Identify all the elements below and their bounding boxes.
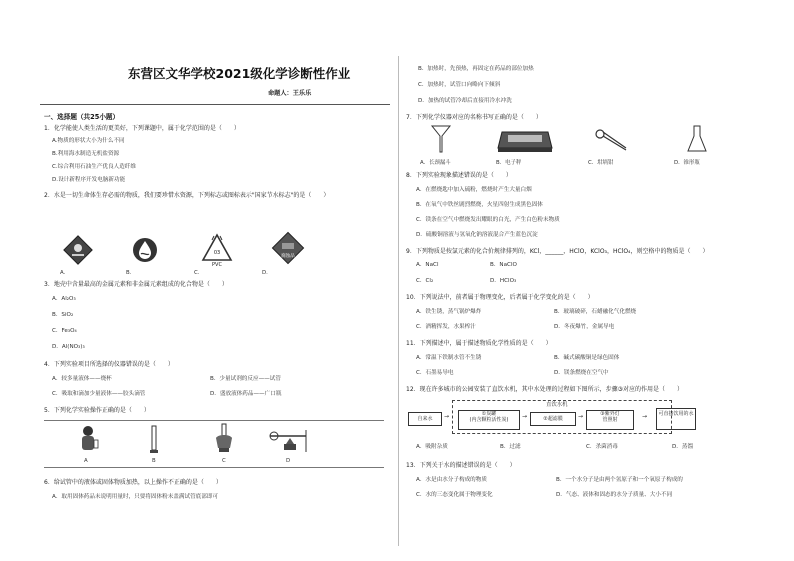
sign-c-recycle-icon — [200, 232, 234, 266]
lab-figure-d-icon — [266, 426, 312, 454]
flow-arrow-icon: → — [578, 413, 584, 420]
figure-top-rule — [44, 420, 384, 421]
option: A．较多量液体——烧杯 — [52, 376, 112, 382]
corrosive-label: 腐蚀品 — [281, 254, 295, 259]
option: A.物质的形状大小为什么不同 — [52, 138, 125, 144]
question-stem: 10．下列说法中，前者属于物理变化，后者属于化学变化的是（ ） — [406, 294, 594, 301]
pvc-code: 03 — [213, 250, 221, 256]
lab-figure-b-icon — [144, 424, 164, 454]
question-stem: 7．下列化学仪器对应的名称书写正确的是（ ） — [406, 114, 542, 121]
option: B．玻璃破碎，石蜡融化气化燃烧 — [554, 309, 637, 315]
section-title: 一、选择题（共25小题） — [44, 113, 120, 121]
option: D．气态、液体和固态的水分子质量、大小不同 — [556, 492, 673, 498]
sign-d-corrosive-icon — [270, 230, 306, 266]
option: C — [222, 458, 226, 464]
option: D．硫酸铜溶液与氢氧化钠溶液混合产生蓝色沉淀 — [416, 232, 538, 238]
question-stem: 8．下列实验现象描述错误的是（ ） — [406, 172, 512, 179]
balance-icon — [494, 128, 554, 154]
flow-step1-note: (内含颗粒活性炭) — [469, 417, 509, 423]
option: B．加热时，先预热，再固定在药品的部位加热 — [418, 66, 534, 72]
option: C.综合利用石油生产优良人造纤维 — [52, 164, 136, 170]
flow-machine-title: 直饮水机 — [546, 402, 568, 408]
option: A．水是由水分子构成的物质 — [416, 477, 487, 483]
question-stem: 3．地壳中含量最高的金属元素和非金属元素组成的化合物是（ ） — [44, 281, 228, 288]
header-rule — [40, 104, 390, 105]
flow-step2-box: ②超滤膜 — [530, 412, 576, 426]
option: C．酒精挥发，水果榨汁 — [416, 324, 476, 330]
left-column — [40, 0, 390, 561]
option: C．杀菌消毒 — [586, 444, 618, 450]
option: B．电子秤 — [496, 160, 522, 166]
option: B — [152, 458, 156, 464]
sign-a-hazard-icon — [62, 234, 94, 266]
flow-step3-note: 管照射 — [602, 417, 618, 423]
page-title: 东营区文华学校2021级化学诊断性作业 — [128, 66, 351, 81]
option: D．加热的试管冷却后直接用冷水冲洗 — [418, 98, 512, 104]
option: C．加热时，试管口向略向下倾斜 — [418, 82, 501, 88]
option: C．Fe₃O₄ — [52, 328, 77, 334]
option: A．铁生锈，蒸气锅炉爆炸 — [416, 309, 482, 315]
question-stem: 4．下列实验项目所选择的仪器错误的是（ ） — [44, 361, 174, 368]
flow-step1-label: ①炭罐 — [481, 411, 497, 417]
option: C．吸取和滴加少量液体——胶头滴管 — [52, 391, 146, 397]
question-stem: 5．下列化学实验操作正确的是（ ） — [44, 407, 150, 414]
option: A．在燃烧匙中加入硫粉，燃烧时产生大量白烟 — [416, 187, 532, 193]
option: B．碱式碳酸铜是绿色固体 — [554, 355, 620, 361]
option: B.利用海水制造无机盐资源 — [52, 151, 120, 157]
flow-step3-label: ③紫外灯 — [600, 411, 620, 417]
flow-step3-box — [586, 410, 634, 430]
question-stem: 13．下列关于水的描述错误的是（ ） — [406, 462, 516, 469]
sign-b-water-icon — [132, 236, 158, 264]
option: A．长颈漏斗 — [420, 160, 451, 166]
option: A. — [60, 270, 66, 276]
option: C．Cl₂ — [416, 278, 434, 284]
option: A．NaCl — [416, 262, 439, 268]
option: C．镁条在空气中燃烧发出耀眼的白光，产生白色粉末物质 — [416, 217, 560, 223]
flow-source-box: 自来水 — [408, 412, 442, 426]
option: D．盛放液体药品——广口瓶 — [210, 391, 282, 397]
tongs-icon — [594, 126, 628, 154]
column-divider — [398, 56, 399, 546]
question-stem: 12．现在许多城市的公园安装了直饮水机，其中水处理的过程如下图所示，步骤③对应的作用是（ ） — [406, 386, 684, 393]
option: D — [286, 458, 291, 464]
option: D．镁条燃烧在空气中 — [554, 370, 609, 376]
option: A．Al₂O₃ — [52, 296, 76, 302]
flow-arrow-icon: → — [522, 413, 528, 420]
option: C．水的三态变化属于物理变化 — [416, 492, 493, 498]
lab-figure-a-icon — [74, 424, 102, 454]
option: B. — [126, 270, 132, 276]
option: D．蒸馏 — [672, 444, 694, 450]
flask-icon — [686, 124, 708, 154]
option: B．少量试剂的反应——试管 — [210, 376, 281, 382]
author-line: 命题人：王乐乐 — [268, 90, 312, 97]
question-stem: 6．给试管中的液体或固体物质加热，以上操作不正确的是（ ） — [44, 479, 222, 486]
option: C．坩埚钳 — [588, 160, 614, 166]
flow-arrow-icon: → — [444, 413, 450, 420]
option: D．锥形瓶 — [674, 160, 700, 166]
lab-figure-c-icon — [210, 422, 238, 454]
option: C. — [194, 270, 200, 276]
figure-bottom-rule — [44, 467, 384, 468]
option: B．在氧气中铁丝剧烈燃烧，火星四射生成黑色固体 — [416, 202, 543, 208]
question-stem: 11．下列描述中，属于描述物质化学性质的是（ ） — [406, 340, 552, 347]
option: D．Al(NO₃)₃ — [52, 344, 85, 350]
option: A．吸附杂质 — [416, 444, 448, 450]
option: B．SiO₂ — [52, 312, 74, 318]
pvc-label: PVC — [212, 262, 222, 266]
right-column — [404, 0, 780, 561]
option: B．过滤 — [500, 444, 521, 450]
question-stem: 1．化学能使人类生活的更美好，下列课题中，属于化学范围的是（ ） — [44, 125, 240, 132]
question-stem: 9．下列物质是按氯元素的化合价规律排列的，KCl，______，HClO，KClO₃，HClO₄，则空格中的物质是（ ） — [406, 248, 709, 255]
question-stem: 2．水是一切生命体生存必需的物质，我们要珍惜水资源，下列标志或图标表示"国家节水标志"的是（ ） — [44, 192, 330, 199]
option: D．HClO₃ — [490, 278, 517, 284]
option: D. — [262, 270, 268, 276]
option: B．一个水分子是由两个氢原子和一个氧原子构成的 — [556, 477, 683, 483]
funnel-icon — [430, 124, 452, 154]
option: B．NaClO — [490, 262, 517, 268]
option: D．冬夜爆竹，金属导电 — [554, 324, 615, 330]
flow-step1-box — [458, 410, 520, 430]
option: D.设计新程序开发电脑新功能 — [52, 177, 126, 183]
flow-output-box: 可直接饮用的水 — [656, 408, 696, 430]
flow-arrow-icon: → — [642, 413, 648, 420]
option: A．取用固体药品未说明用量时，只要将固体粉末盖满试管底部即可 — [52, 494, 219, 500]
option: C．石墨易导电 — [416, 370, 454, 376]
option: A — [84, 458, 88, 464]
option: A．常温下铁制水管不生锈 — [416, 355, 482, 361]
